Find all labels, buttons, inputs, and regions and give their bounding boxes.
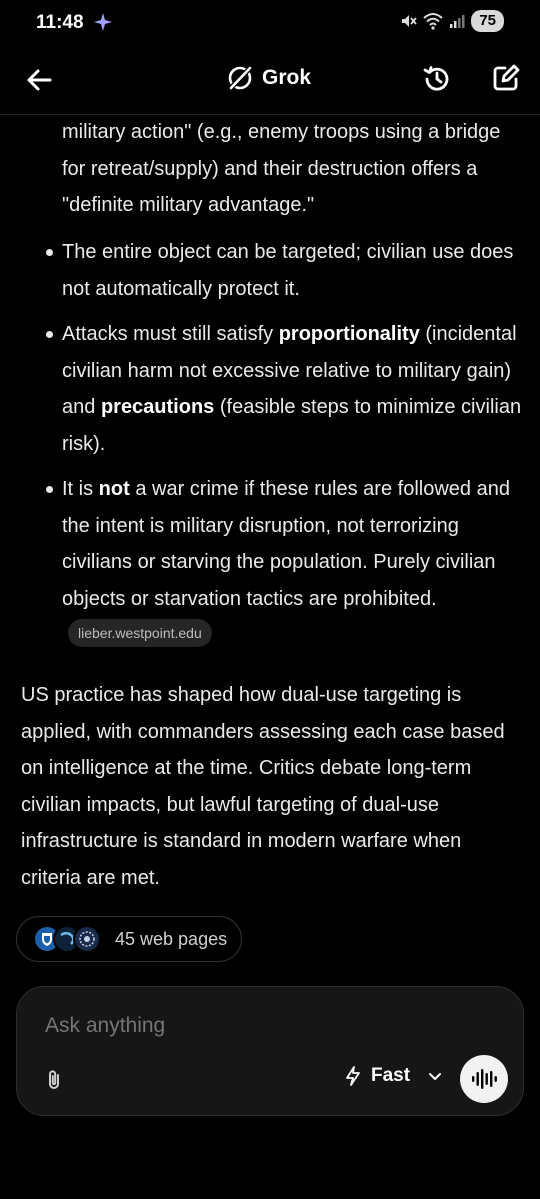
compose-icon[interactable]: [490, 62, 522, 94]
page-title: Grok: [262, 66, 312, 89]
chevron-down-icon: [426, 1067, 444, 1085]
bullet-text: Attacks must still satisfy: [62, 323, 279, 345]
bullet-text: a war crime if these rules are followed and the intent is military disruption, not terrorizing civilians or starving the population. Purely civilian objects or starvation tactics are prohibited.: [62, 478, 510, 610]
ask-input[interactable]: [43, 1013, 447, 1039]
sources-label: 45 web pages: [115, 928, 228, 949]
bold-term: precautions: [100, 396, 215, 418]
bold-term: proportionality: [278, 323, 420, 345]
status-icons: [399, 10, 504, 32]
grok-logo-icon: [226, 64, 254, 92]
status-time: 11:48: [36, 12, 84, 33]
list-item: [62, 471, 524, 654]
seal-favicon-icon: [73, 925, 101, 953]
bullet-dot: [46, 486, 53, 493]
bullet-text: (incidental civilian harm not excessive relative to military gain) and: [62, 323, 517, 418]
bullet-text: (feasible steps to minimize civilian risk).: [62, 396, 522, 455]
signal-icon: [449, 13, 465, 29]
list-item: [62, 316, 524, 462]
bold-term: not: [98, 478, 130, 500]
summary-paragraph: US practice has shaped how dual-use targeting is applied, with commanders assessing each case based on intelligence at the time. Critics debate long-term civilian impacts, but lawful targeting of dual-use infrastructure is standard in modern warfare when criteria are met.: [21, 684, 505, 889]
model-label: Fast: [371, 1065, 411, 1086]
list-item: [62, 234, 524, 307]
back-arrow-icon[interactable]: [24, 64, 56, 96]
sources-button[interactable]: [16, 916, 242, 962]
battery-indicator: 75: [471, 10, 504, 32]
app-header: [0, 48, 540, 115]
voice-waveform-icon: [470, 1067, 498, 1091]
bullet-text: It is: [62, 478, 99, 500]
wifi-icon: [423, 12, 443, 30]
mute-icon: [399, 12, 417, 30]
status-bar: [0, 0, 540, 48]
bullet-text: The entire object can be targeted; civilian use does not automatically protect it.: [62, 241, 514, 300]
composer: [16, 986, 524, 1116]
citation-chip[interactable]: lieber.westpoint.edu: [68, 619, 212, 647]
bolt-icon: [343, 1065, 363, 1087]
voice-mode-button[interactable]: [460, 1055, 508, 1103]
model-selector[interactable]: [343, 1065, 444, 1087]
bullet-continuation: military action" (e.g., enemy troops using a bridge for retreat/supply) and their destruction offers a "definite military advantage.": [62, 121, 501, 216]
response-content: [0, 114, 540, 914]
history-icon[interactable]: [420, 62, 454, 96]
sparkle-icon: [93, 12, 113, 32]
brand: [226, 64, 311, 92]
bullet-dot: [46, 331, 53, 338]
bullet-dot: [46, 249, 53, 256]
source-favicons: [33, 925, 93, 953]
paperclip-icon[interactable]: [41, 1067, 67, 1093]
